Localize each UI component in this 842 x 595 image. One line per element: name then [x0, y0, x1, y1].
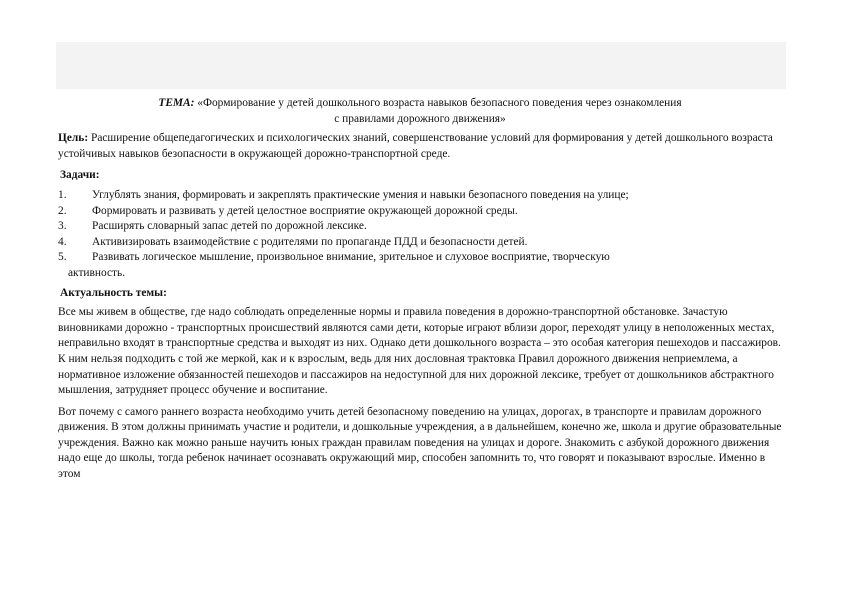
document-page	[58, 96, 782, 489]
list-item-number: 2.	[58, 204, 67, 217]
relevance-paragraph-2: Вот почему с самого раннего возраста необходимо учить детей безопасному поведению на улицах, дорогах, в транспорте и правилам дорожного движения. В этом должны принимать участие и родители, и дошкольные учреждения, а в дальнейшем, конечно же, школа и другие образовательные учреждения. Важно как можно раньше научить юных граждан правилам поведения на улицах и дороге. Знакомить с азбукой дорожного движения надо еще до школы, тогда ребенок начинает осознавать окружающий мир, способен запомнить то, что говорят и показывают взрослые. Именно в этом	[58, 405, 782, 481]
list-item	[58, 204, 782, 220]
header-band	[56, 42, 786, 89]
list-item-number: 3.	[58, 220, 67, 233]
list-item-text: Формировать и развивать у детей целостное восприятие окружающей дорожной среды.	[92, 204, 518, 217]
document-title	[58, 96, 782, 127]
relevance-paragraph-1: Все мы живем в обществе, где надо соблюдать определенные нормы и правила поведения в дорожно-транспортной обстановке. Зачастую виновниками дорожно - транспортных происшествий являются сами дети, которые играют вблизи дорог, переходят улицу в неположенных местах, неправильно входят в транспортные средства и выходят из них. Однако дети дошкольного возраста – это особая категория пешеходов и пассажиров. К ним нельзя подходить с той же меркой, как и к взрослым, ведь для них дословная трактовка Правил дорожного движения неприемлема, а нормативное изложение обязанностей пешеходов и пассажиров на недоступной для них дорожной лексике, требует от дошкольников абстрактного мышления, затрудняет процесс обучение и воспитание.	[58, 306, 781, 397]
tasks-heading: Задачи:	[60, 169, 100, 182]
list-item-text: Углублять знания, формировать и закреплять практические умения и навыки безопасного поведения на улице;	[92, 188, 629, 201]
goal-label: Цель:	[58, 132, 89, 145]
list-item-number: 4.	[58, 235, 67, 248]
relevance-heading: Актуальность темы:	[60, 286, 167, 299]
goal-text: Расширение общепедагогических и психологических знаний, совершенствование условий для формирования у детей дошкольного возраста устойчивых навыков безопасности в окружающей дорожно-транспортной среде.	[58, 132, 773, 160]
goal-paragraph	[58, 131, 782, 162]
list-item-continuation: активность.	[68, 266, 126, 279]
list-item-number: 1.	[58, 188, 67, 201]
list-item	[58, 235, 782, 251]
list-item	[58, 188, 782, 204]
list-item-number: 5.	[58, 251, 67, 264]
title-line-1: «Формирование у детей дошкольного возраста навыков безопасного поведения через ознакомления	[197, 97, 682, 109]
title-line-2: с правилами дорожного движения»	[334, 112, 506, 125]
list-item-text: Активизировать взаимодействие с родителями по пропаганде ПДД и безопасности детей.	[92, 235, 528, 248]
list-item-text: Расширять словарный запас детей по дорожной лексике.	[92, 220, 367, 233]
list-item-text: Развивать логическое мышление, произвольное внимание, зрительное и слуховое восприятие, творческую	[92, 251, 610, 264]
list-item	[58, 219, 782, 235]
list-item	[58, 250, 782, 281]
tasks-list	[58, 188, 782, 282]
title-lead: ТЕМА:	[158, 97, 195, 109]
